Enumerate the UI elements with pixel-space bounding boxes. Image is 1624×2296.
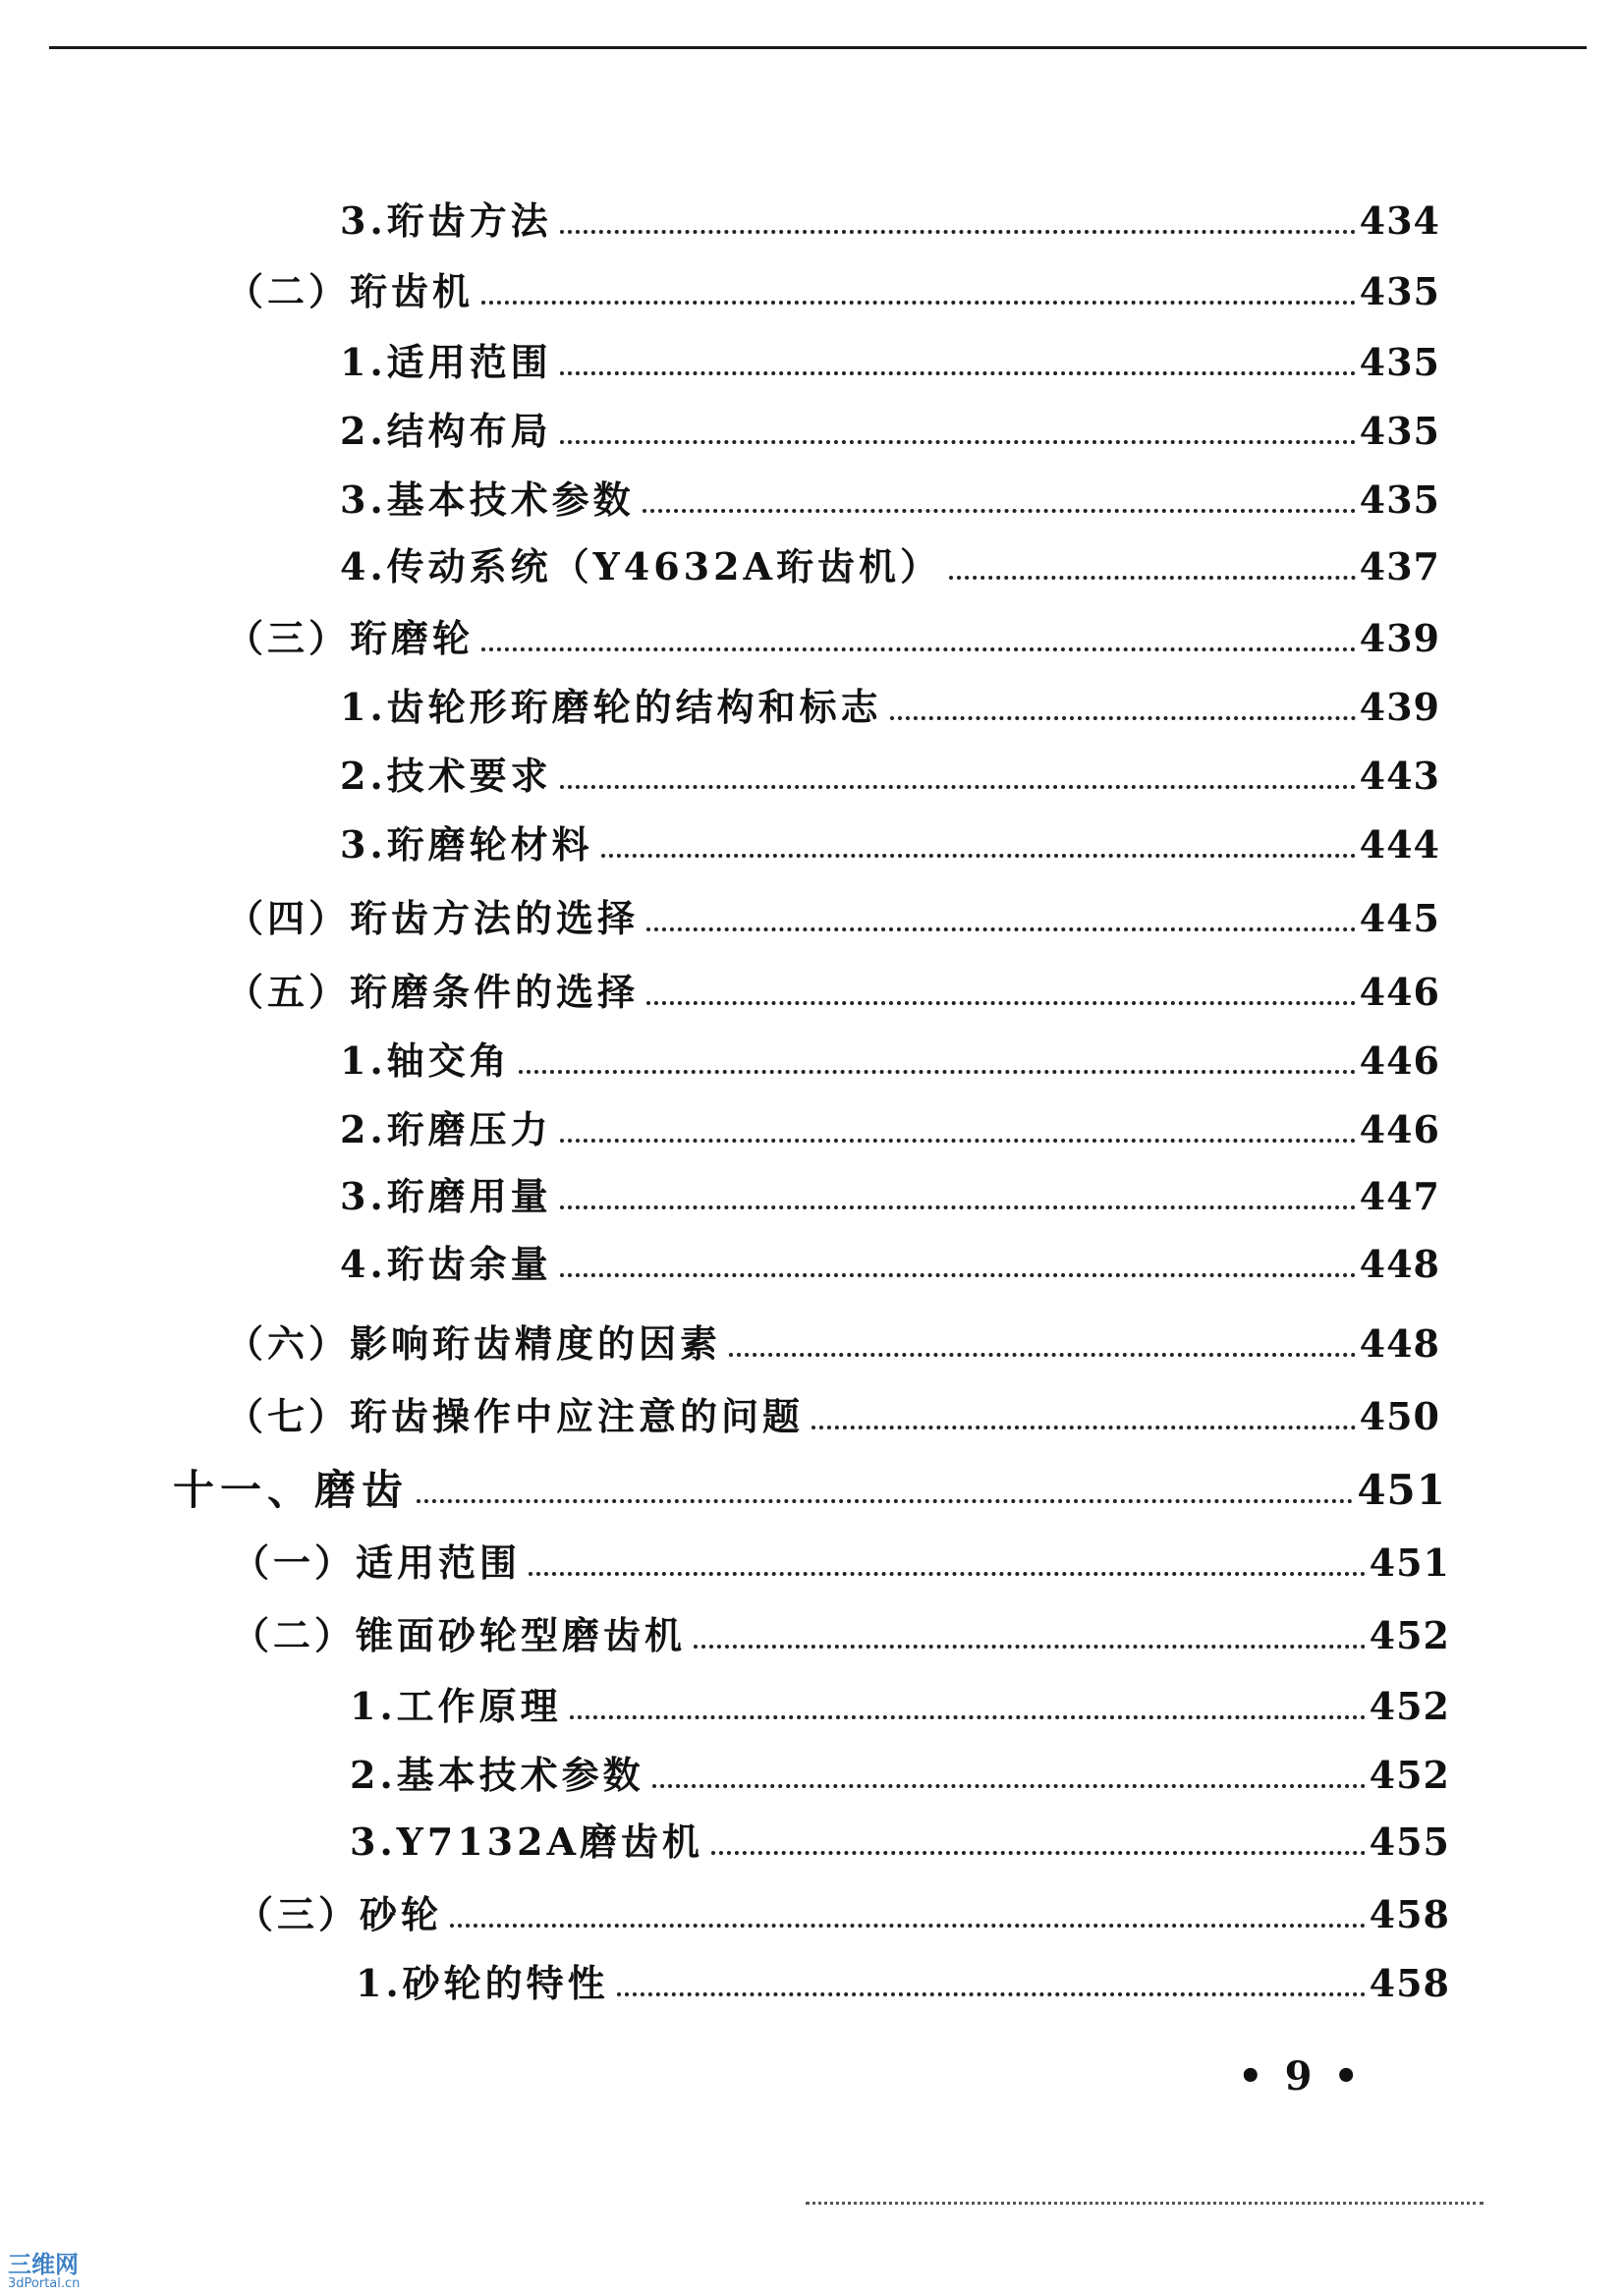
toc-entry-page: 451 [1369, 1540, 1450, 1585]
dot-leader [646, 894, 1356, 943]
toc-entry-title: 3.珩齿方法 [340, 198, 552, 243]
toc-entry-title: （五）珩磨条件的选择 [226, 970, 640, 1014]
toc-entry-page: 439 [1359, 616, 1440, 660]
dot-leader [729, 1319, 1356, 1369]
toc-entry-page: 446 [1359, 970, 1440, 1014]
toc-entry-title: （三）珩磨轮 [226, 616, 475, 660]
toc-entry-page: 458 [1369, 1892, 1450, 1936]
toc-entry-title: （二）锥面砂轮型磨齿机 [232, 1613, 687, 1657]
toc-entry-page: 435 [1359, 340, 1440, 384]
dot-leader [450, 1890, 1366, 1939]
toc-entry-title: 2.技术要求 [340, 754, 552, 798]
toc-entry-page: 435 [1359, 477, 1440, 522]
dot-leader [890, 683, 1356, 732]
toc-entry [236, 1890, 1450, 1939]
dot-leader [560, 1240, 1356, 1289]
toc-entry [350, 1818, 1450, 1867]
toc-entry-title: 2.珩磨压力 [340, 1107, 552, 1151]
toc-entry-page: 446 [1359, 1107, 1440, 1151]
toc-entry-title: 4.传动系统（Y4632A珩齿机） [340, 544, 942, 588]
dot-leader [694, 1611, 1366, 1660]
toc-entry-page: 445 [1359, 896, 1440, 940]
dot-leader [481, 614, 1356, 663]
toc-entry [226, 267, 1440, 316]
dot-leader [646, 968, 1356, 1017]
toc-entry [340, 196, 1440, 246]
toc-entry [226, 614, 1440, 663]
toc-entry-title: 3.基本技术参数 [340, 477, 635, 522]
dot-leader [711, 1818, 1366, 1867]
toc-entry-title: 1.工作原理 [350, 1684, 562, 1728]
dot-leader [560, 1172, 1356, 1221]
toc-entry [340, 1240, 1440, 1289]
dot-leader [529, 1539, 1366, 1588]
toc-entry-title: 十一、磨齿 [173, 1466, 410, 1514]
toc-entry-page: 448 [1359, 1321, 1440, 1366]
toc-entry [340, 407, 1440, 456]
toc-entry-page: 448 [1359, 1242, 1440, 1286]
toc-entry-page: 439 [1359, 685, 1440, 729]
toc-entry [226, 1319, 1440, 1369]
dot-leader [519, 1036, 1356, 1086]
watermark-main: 三维网 [8, 2251, 79, 2278]
dot-leader [617, 1959, 1366, 2008]
toc-entry [232, 1611, 1450, 1660]
dot-leader [560, 1105, 1356, 1154]
toc-entry [340, 820, 1440, 869]
toc-entry-title: 2.基本技术参数 [350, 1753, 644, 1797]
dot-leader [652, 1751, 1366, 1800]
toc-entry-title: （七）珩齿操作中应注意的问题 [226, 1394, 805, 1438]
toc-entry [340, 1172, 1440, 1221]
toc-entry-page: 435 [1359, 269, 1440, 313]
toc-entry-page: 452 [1369, 1753, 1450, 1797]
dot-leader [560, 196, 1356, 246]
toc-entry-page: 455 [1369, 1820, 1450, 1864]
toc-entry-page: 451 [1357, 1466, 1446, 1514]
dot-leader [417, 1466, 1353, 1515]
toc-entry-page: 452 [1369, 1684, 1450, 1728]
dot-leader [812, 1392, 1356, 1441]
toc-entry-title: 3.珩磨轮材料 [340, 822, 593, 867]
toc-entry-page: 446 [1359, 1038, 1440, 1083]
toc-entry [340, 1105, 1440, 1154]
toc-entry [340, 338, 1440, 387]
toc-entry-page: 435 [1359, 409, 1440, 453]
toc-entry-title: （六）影响珩齿精度的因素 [226, 1321, 722, 1366]
toc-entry-page: 443 [1359, 754, 1440, 798]
toc-entry [340, 542, 1440, 591]
toc-entry [340, 476, 1440, 525]
watermark-logo [8, 2252, 106, 2291]
toc-entry [226, 1392, 1440, 1441]
toc-entry-title: 2.结构布局 [340, 409, 552, 453]
toc-entry-page: 444 [1359, 822, 1440, 867]
toc-entry-page: 458 [1369, 1961, 1450, 2005]
dot-leader [560, 407, 1356, 456]
watermark-sub: 3dPortal.cn [8, 2276, 81, 2291]
toc-entry-chapter [173, 1466, 1446, 1515]
dot-leader [949, 542, 1356, 591]
dot-leader [601, 820, 1356, 869]
toc-entry-title: 1.适用范围 [340, 340, 552, 384]
toc-entry-title: （三）砂轮 [236, 1892, 443, 1936]
toc-entry [340, 683, 1440, 732]
dot-leader [643, 476, 1356, 525]
toc-entry [226, 894, 1440, 943]
toc-entry-title: 3.Y7132A磨齿机 [350, 1820, 704, 1864]
bottom-dotted-line [806, 2196, 1484, 2205]
toc-entry-page: 447 [1359, 1174, 1440, 1218]
dot-leader [481, 267, 1356, 316]
toc-entry-title: （二）珩齿机 [226, 269, 475, 313]
toc-entry [340, 752, 1440, 801]
page-number: •9• [1238, 2053, 1380, 2100]
dot-leader [570, 1682, 1366, 1731]
toc-entry [350, 1751, 1450, 1800]
toc-entry-title: 3.珩磨用量 [340, 1174, 552, 1218]
toc-entry-page: 437 [1359, 544, 1440, 588]
toc-entry-title: 1.轴交角 [340, 1038, 511, 1083]
toc-entry-page: 450 [1359, 1394, 1440, 1438]
toc-entry-page: 452 [1369, 1613, 1450, 1657]
toc-entry-page: 434 [1359, 198, 1440, 243]
toc-entry [356, 1959, 1450, 2008]
dot-leader [560, 338, 1356, 387]
dot-leader [560, 752, 1356, 801]
toc-entry [350, 1682, 1450, 1731]
toc-entry-title: 1.砂轮的特性 [356, 1961, 609, 2005]
toc-entry-title: （一）适用范围 [232, 1540, 522, 1585]
toc-entry [226, 968, 1440, 1017]
toc-entry-title: 4.珩齿余量 [340, 1242, 552, 1286]
toc-entry [232, 1539, 1450, 1588]
toc-entry [340, 1036, 1440, 1086]
toc-entry-title: 1.齿轮形珩磨轮的结构和标志 [340, 685, 882, 729]
toc-entry-title: （四）珩齿方法的选择 [226, 896, 640, 940]
